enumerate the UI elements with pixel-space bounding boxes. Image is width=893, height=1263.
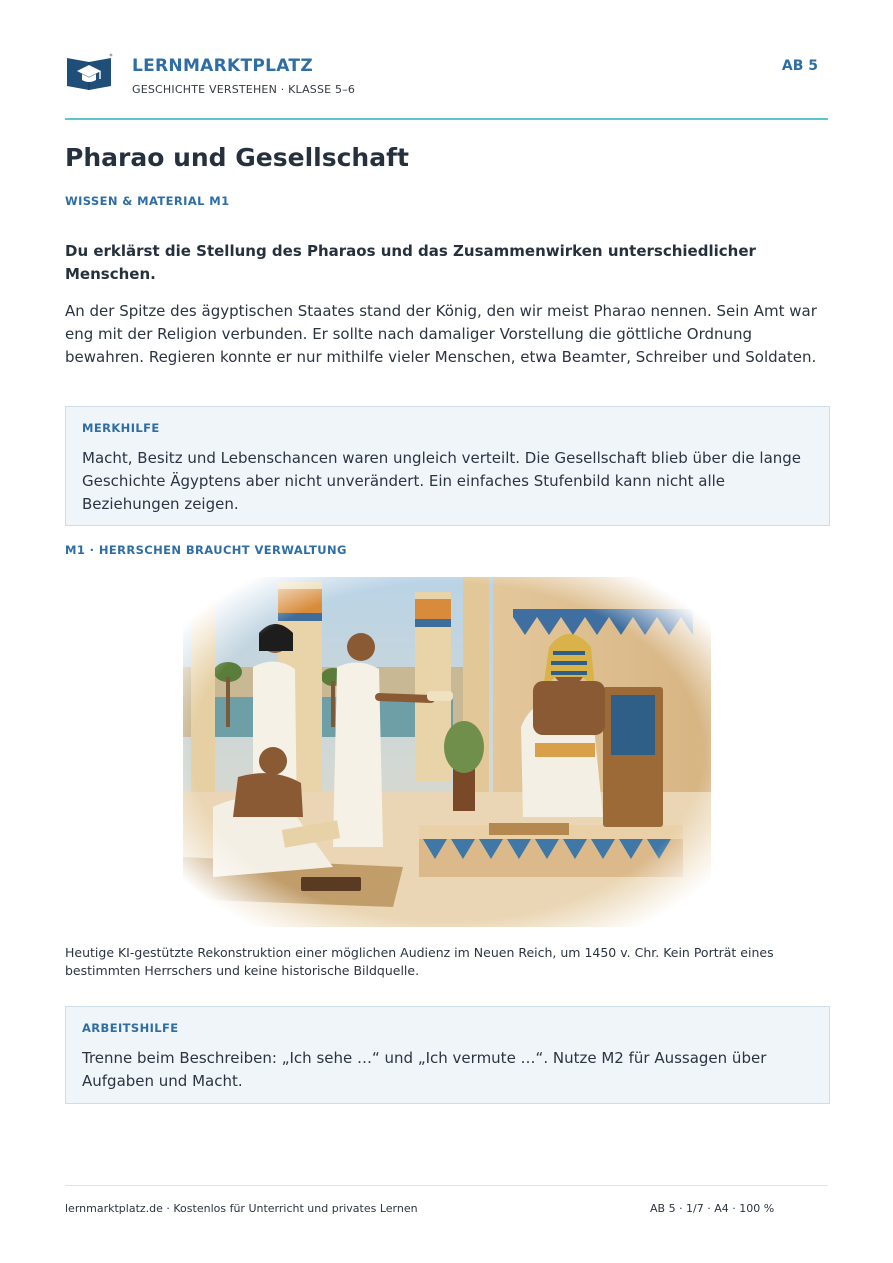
arbeitshilfe-title: ARBEITSHILFE [82, 1021, 179, 1035]
sheet-label: AB 5 [781, 58, 818, 74]
arbeitshilfe-box [65, 1006, 830, 1104]
merkhilfe-title: MERKHILFE [82, 421, 160, 435]
merkhilfe-box [65, 406, 830, 526]
footer-divider [65, 1185, 828, 1186]
page-header [65, 52, 828, 112]
section-label: WISSEN & MATERIAL M1 [65, 194, 230, 208]
brand-subtitle: GESCHICHTE VERSTEHEN · KLASSE 5–6 [132, 83, 356, 96]
header-divider [65, 118, 828, 120]
audience-illustration [183, 577, 711, 927]
merkhilfe-text: Macht, Besitz und Lebenschancen waren ungleich verteilt. Die Gesellschaft blieb über die lange Geschichte Ägyptens aber nicht unverändert. Ein einfaches Stufenbild kann nicht alle Beziehungen zeigen. [82, 449, 802, 513]
graduation-cap-book-icon [65, 52, 113, 92]
figure-caption: Heutige KI-gestützte Rekonstruktion einer möglichen Audienz im Neuen Reich, um 1450 v. Chr. Kein Porträt eines bestimmten Herrschers und keine historische Bildquelle. [65, 945, 774, 978]
footer-site: lernmarktplatz.de · Kostenlos für Unterricht und privates Lernen [65, 1202, 418, 1215]
arbeitshilfe-text: Trenne beim Beschreiben: „Ich sehe …“ und „Ich vermute …“. Nutze M2 für Aussagen über Aufgaben und Macht. [82, 1049, 767, 1090]
learning-goal: Du erklärst die Stellung des Pharaos und das Zusammenwirken unterschiedlicher Menschen. [65, 242, 756, 283]
page-title: Pharao und Gesellschaft [65, 143, 409, 172]
intro-text: An der Spitze des ägyptischen Staates stand der König, den wir meist Pharao nennen. Sein Amt war eng mit der Religion verbunden. Er sollte nach damaliger Vorstellung die göttliche Ordnung bewahren. Regieren konnte er nur mithilfe vieler Menschen, etwa Beamter, Schreiber und Soldaten. [65, 302, 817, 366]
brand-name: LERNMARKTPLATZ [132, 56, 313, 76]
footer-page-info: AB 5 · 1/7 · A4 · 100 % [650, 1202, 775, 1215]
material-heading: M1 · HERRSCHEN BRAUCHT VERWALTUNG [65, 543, 347, 557]
